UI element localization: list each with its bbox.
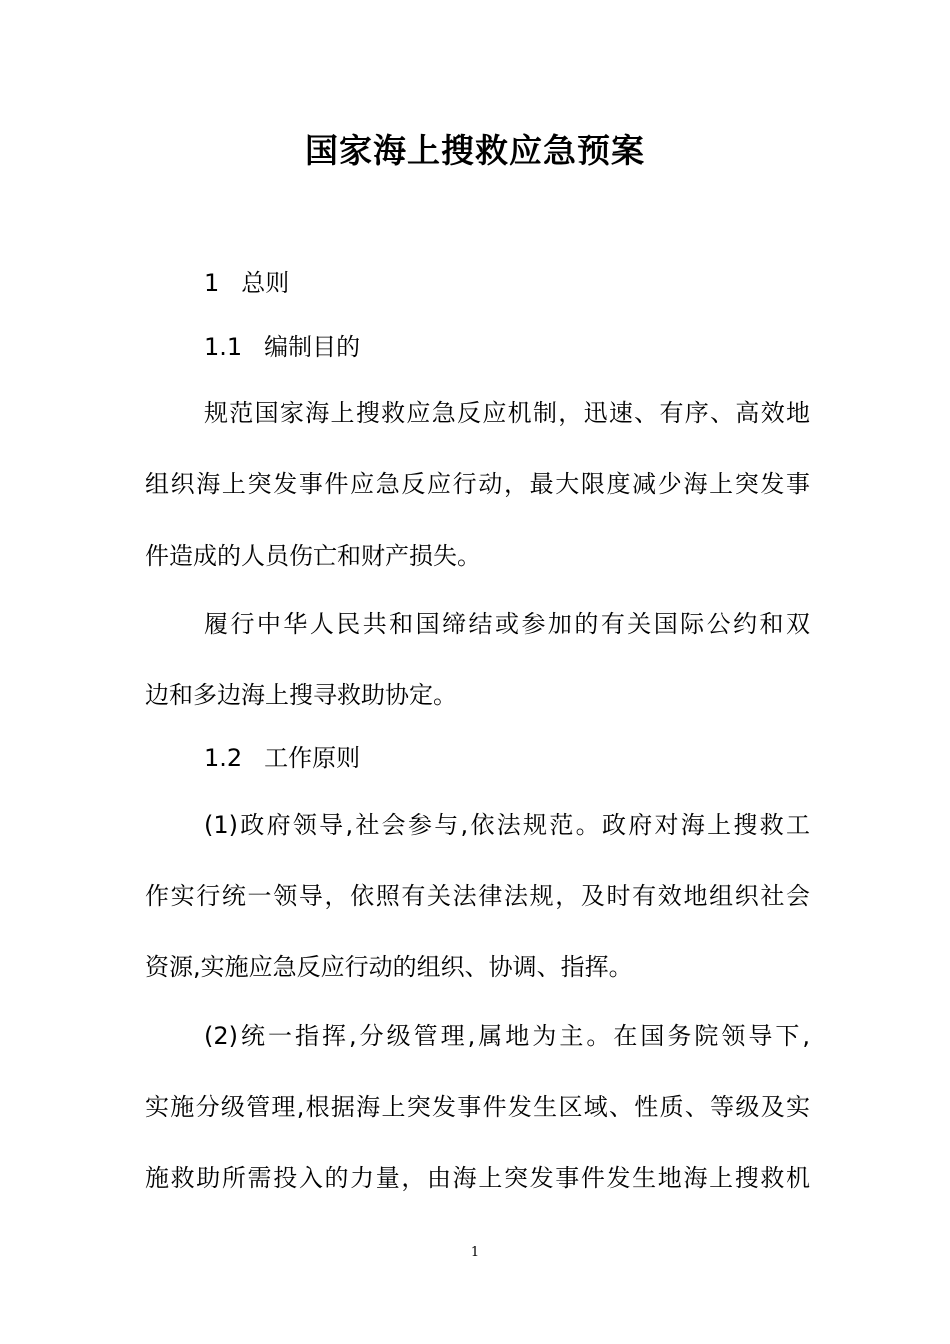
section-number: 1 [204, 269, 220, 297]
paragraph-line: 作实行统一领导，依照有关法律法规，及时有效地组织社会 [145, 882, 810, 910]
section-number: 1.2 [204, 744, 243, 772]
section-title: 编制目的 [264, 333, 361, 361]
paragraph-line: 履行中华人民共和国缔结或参加的有关国际公约和双 [204, 610, 810, 638]
section-number: 1.1 [204, 333, 243, 361]
paragraph-line: 资源,实施应急反应行动的组织、协调、指挥。 [145, 953, 633, 981]
section-title: 工作原则 [264, 744, 361, 772]
page-number: 1 [470, 1245, 480, 1260]
section-heading-1 [204, 263, 810, 303]
paragraph-line: 件造成的人员伤亡和财产损失。 [145, 542, 481, 570]
section-title: 总则 [241, 269, 290, 297]
document-title: 国家海上搜救应急预案 [305, 131, 645, 170]
paragraph-line: 规范国家海上搜救应急反应机制，迅速、有序、高效地 [204, 399, 810, 427]
section-heading-1-2 [204, 738, 810, 778]
paragraph-line: (2)统一指挥,分级管理,属地为主。在国务院领导下, [204, 1022, 810, 1050]
paragraph-line: 施救助所需投入的力量，由海上突发事件发生地海上搜救机 [145, 1164, 810, 1192]
paragraph-line: 实施分级管理,根据海上突发事件发生区域、性质、等级及实 [145, 1093, 810, 1121]
section-heading-1-1 [204, 327, 810, 367]
paragraph-line: 边和多边海上搜寻救助协定。 [145, 681, 457, 709]
paragraph-line: (1)政府领导,社会参与,依法规范。政府对海上搜救工 [204, 811, 810, 839]
paragraph-line: 组织海上突发事件应急反应行动，最大限度减少海上突发事 [145, 470, 810, 498]
